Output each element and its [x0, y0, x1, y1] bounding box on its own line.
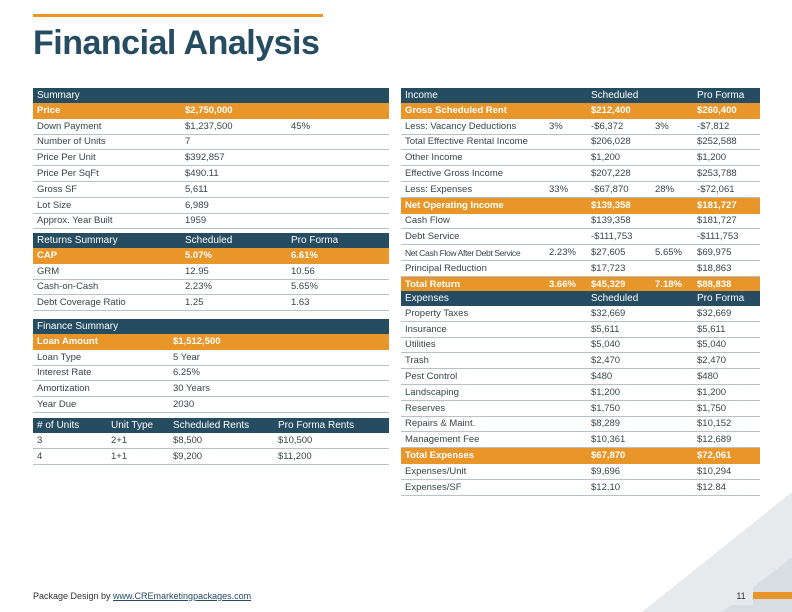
summary-row — [33, 166, 389, 182]
units-header-type: Unit Type — [107, 418, 169, 433]
expense-proforma: $32,669 — [693, 306, 760, 321]
income-label: Other Income — [401, 150, 545, 166]
expense-row — [401, 306, 760, 321]
income-proforma-percent — [651, 134, 693, 150]
footer-prefix: Package Design by — [33, 591, 114, 601]
summary-row — [33, 134, 389, 150]
income-row — [401, 103, 760, 118]
summary-row — [33, 181, 389, 197]
income-row — [401, 276, 760, 292]
income-scheduled: $139,358 — [587, 213, 651, 229]
expense-scheduled: $67,870 — [587, 448, 693, 464]
expense-label: Repairs & Maint. — [401, 416, 587, 432]
summary-percent — [287, 197, 389, 213]
income-scheduled-percent — [545, 213, 587, 229]
summary-percent — [287, 166, 389, 182]
income-proforma: $260,400 — [693, 103, 760, 118]
income-label: Net Operating Income — [401, 197, 545, 213]
finance-value: 5 Year — [169, 349, 389, 365]
unit-row — [33, 448, 389, 464]
income-proforma: $181,727 — [693, 213, 760, 229]
units-header-count: # of Units — [33, 418, 107, 433]
units-header-scheduled: Scheduled Rents — [169, 418, 274, 433]
finance-label: Amortization — [33, 381, 169, 397]
income-scheduled-percent: 3% — [545, 118, 587, 134]
summary-percent: 45% — [287, 118, 389, 134]
income-proforma-percent — [651, 166, 693, 182]
income-proforma-percent — [651, 260, 693, 276]
expense-label: Expenses/Unit — [401, 463, 587, 479]
summary-row — [33, 213, 389, 229]
expense-label: Property Taxes — [401, 306, 587, 321]
summary-value: 6,989 — [181, 197, 287, 213]
income-scheduled-percent: 2.23% — [545, 245, 587, 261]
expenses-header-row — [401, 291, 760, 306]
finance-label: Loan Amount — [33, 334, 169, 349]
page-number-accent — [753, 592, 792, 599]
expense-scheduled: $8,289 — [587, 416, 693, 432]
finance-row — [33, 397, 389, 413]
income-label: Total Return — [401, 276, 545, 292]
finance-label: Year Due — [33, 397, 169, 413]
unit-scheduled-rent: $8,500 — [169, 433, 274, 448]
returns-proforma: 10.56 — [287, 263, 389, 279]
income-label: Total Effective Rental Income — [401, 134, 545, 150]
income-scheduled-percent — [545, 103, 587, 118]
summary-label: Number of Units — [33, 134, 181, 150]
income-label: Principal Reduction — [401, 260, 545, 276]
summary-row — [33, 118, 389, 134]
summary-row — [33, 150, 389, 166]
finance-row — [33, 381, 389, 397]
summary-label: Down Payment — [33, 118, 181, 134]
income-proforma-percent: 3% — [651, 118, 693, 134]
income-row — [401, 245, 760, 261]
expense-scheduled: $5,040 — [587, 337, 693, 353]
income-proforma: $1,200 — [693, 150, 760, 166]
income-row — [401, 260, 760, 276]
income-proforma: -$111,753 — [693, 229, 760, 245]
unit-mix-table — [33, 418, 389, 465]
summary-label: Price — [33, 103, 181, 118]
income-scheduled-percent — [545, 166, 587, 182]
footer-link[interactable]: www.CREmarketingpackages.com — [113, 591, 252, 601]
income-proforma-percent — [651, 229, 693, 245]
units-header-proforma: Pro Forma Rents — [274, 418, 389, 433]
income-row — [401, 166, 760, 182]
income-scheduled: $207,228 — [587, 166, 651, 182]
expense-label: Insurance — [401, 321, 587, 337]
expense-proforma: $1,200 — [693, 384, 760, 400]
returns-label: Cash-on-Cash — [33, 279, 181, 295]
income-label: Effective Gross Income — [401, 166, 545, 182]
income-row — [401, 181, 760, 197]
finance-row — [33, 334, 389, 349]
summary-label: Price Per Unit — [33, 150, 181, 166]
income-label: Cash Flow — [401, 213, 545, 229]
expense-row — [401, 448, 760, 464]
summary-row — [33, 103, 389, 118]
summary-value: 7 — [181, 134, 287, 150]
income-scheduled-percent — [545, 197, 587, 213]
expense-scheduled: $9,696 — [587, 463, 693, 479]
expense-label: Reserves — [401, 400, 587, 416]
income-proforma-percent: 28% — [651, 181, 693, 197]
finance-summary-table — [33, 319, 389, 413]
title-accent-bar — [33, 14, 323, 17]
finance-label: Loan Type — [33, 349, 169, 365]
expense-proforma: $72,061 — [693, 448, 760, 464]
finance-value: 30 Years — [169, 381, 389, 397]
expense-row — [401, 463, 760, 479]
page-number: 11 — [729, 587, 753, 605]
income-scheduled: -$6,372 — [587, 118, 651, 134]
income-scheduled-percent: 33% — [545, 181, 587, 197]
income-scheduled: $45,329 — [587, 276, 651, 292]
summary-percent — [287, 150, 389, 166]
unit-type: 1+1 — [107, 448, 169, 464]
income-header-label: Income — [401, 88, 587, 103]
returns-header-label: Returns Summary — [33, 233, 181, 248]
expense-label: Total Expenses — [401, 448, 587, 464]
expense-proforma: $480 — [693, 369, 760, 385]
summary-percent — [287, 213, 389, 229]
returns-proforma: 6.61% — [287, 248, 389, 263]
income-scheduled: $17,723 — [587, 260, 651, 276]
expense-scheduled: $2,470 — [587, 353, 693, 369]
returns-header-proforma: Pro Forma — [287, 233, 389, 248]
returns-row — [33, 279, 389, 295]
income-proforma-percent — [651, 213, 693, 229]
income-scheduled: $139,358 — [587, 197, 651, 213]
summary-value: 1959 — [181, 213, 287, 229]
expense-scheduled: $10,361 — [587, 432, 693, 448]
expense-row — [401, 384, 760, 400]
expense-label: Pest Control — [401, 369, 587, 385]
expense-proforma: $12.84 — [693, 479, 760, 495]
expense-row — [401, 321, 760, 337]
summary-value: $2,750,000 — [181, 103, 287, 118]
expense-row — [401, 369, 760, 385]
expenses-header-proforma: Pro Forma — [693, 291, 760, 306]
summary-header: Summary — [33, 88, 389, 103]
unit-proforma-rent: $11,200 — [274, 448, 389, 464]
summary-table — [33, 88, 389, 229]
unit-type: 2+1 — [107, 433, 169, 448]
expense-row — [401, 416, 760, 432]
finance-value: 2030 — [169, 397, 389, 413]
income-row — [401, 150, 760, 166]
income-proforma: $253,788 — [693, 166, 760, 182]
unit-proforma-rent: $10,500 — [274, 433, 389, 448]
page-title: Financial Analysis — [33, 24, 320, 62]
finance-header-row — [33, 319, 389, 334]
summary-percent — [287, 134, 389, 150]
income-scheduled: $212,400 — [587, 103, 651, 118]
income-proforma: -$72,061 — [693, 181, 760, 197]
returns-header-row — [33, 233, 389, 248]
income-scheduled-percent — [545, 260, 587, 276]
income-proforma-percent — [651, 103, 693, 118]
summary-label: Price Per SqFt — [33, 166, 181, 182]
expenses-header-label: Expenses — [401, 291, 587, 306]
income-proforma-percent — [651, 150, 693, 166]
income-scheduled-percent — [545, 229, 587, 245]
finance-row — [33, 349, 389, 365]
returns-label: Debt Coverage Ratio — [33, 295, 181, 311]
expense-row — [401, 400, 760, 416]
expense-label: Management Fee — [401, 432, 587, 448]
returns-header-scheduled: Scheduled — [181, 233, 287, 248]
income-proforma: $18,863 — [693, 260, 760, 276]
finance-value: $1,512,500 — [169, 334, 389, 349]
income-proforma: $252,588 — [693, 134, 760, 150]
income-label: Debt Service — [401, 229, 545, 245]
returns-proforma: 5.65% — [287, 279, 389, 295]
income-scheduled: $1,200 — [587, 150, 651, 166]
returns-row — [33, 295, 389, 311]
income-table — [401, 88, 760, 293]
unit-count: 3 — [33, 433, 107, 448]
returns-row — [33, 263, 389, 279]
income-scheduled-percent — [545, 150, 587, 166]
income-proforma: $88,838 — [693, 276, 760, 292]
expense-scheduled: $32,669 — [587, 306, 693, 321]
finance-header: Finance Summary — [33, 319, 389, 334]
expense-label: Utilities — [401, 337, 587, 353]
income-row — [401, 213, 760, 229]
expense-scheduled: $12.10 — [587, 479, 693, 495]
income-label: Net Cash Flow After Debt Service — [401, 245, 545, 261]
expense-proforma: $2,470 — [693, 353, 760, 369]
income-label: Gross Scheduled Rent — [401, 103, 545, 118]
income-row — [401, 118, 760, 134]
summary-label: Approx. Year Built — [33, 213, 181, 229]
units-header-row — [33, 418, 389, 433]
expense-row — [401, 353, 760, 369]
summary-header-row — [33, 88, 389, 103]
income-row — [401, 229, 760, 245]
summary-row — [33, 197, 389, 213]
income-proforma-percent: 5.65% — [651, 245, 693, 261]
expense-scheduled: $480 — [587, 369, 693, 385]
returns-scheduled: 12.95 — [181, 263, 287, 279]
returns-scheduled: 1.25 — [181, 295, 287, 311]
expense-label: Trash — [401, 353, 587, 369]
income-scheduled: $206,028 — [587, 134, 651, 150]
income-row — [401, 197, 760, 213]
income-proforma: $69,975 — [693, 245, 760, 261]
expense-proforma: $1,750 — [693, 400, 760, 416]
expense-proforma: $12,689 — [693, 432, 760, 448]
income-proforma-percent: 7.18% — [651, 276, 693, 292]
income-proforma: -$7,812 — [693, 118, 760, 134]
returns-label: GRM — [33, 263, 181, 279]
expense-scheduled: $1,750 — [587, 400, 693, 416]
summary-value: 5,611 — [181, 181, 287, 197]
income-header-proforma: Pro Forma — [693, 88, 760, 103]
expense-proforma: $5,611 — [693, 321, 760, 337]
expense-row — [401, 479, 760, 495]
income-proforma: $181,727 — [693, 197, 760, 213]
income-label: Less: Vacancy Deductions — [401, 118, 545, 134]
expense-scheduled: $1,200 — [587, 384, 693, 400]
expenses-header-scheduled: Scheduled — [587, 291, 693, 306]
income-scheduled-percent — [545, 134, 587, 150]
expense-label: Landscaping — [401, 384, 587, 400]
summary-percent — [287, 181, 389, 197]
income-header-row — [401, 88, 760, 103]
finance-value: 6.25% — [169, 365, 389, 381]
unit-count: 4 — [33, 448, 107, 464]
summary-value: $1,237,500 — [181, 118, 287, 134]
finance-row — [33, 365, 389, 381]
income-scheduled: -$67,870 — [587, 181, 651, 197]
expenses-table — [401, 291, 760, 496]
summary-percent — [287, 103, 389, 118]
returns-row — [33, 248, 389, 263]
returns-summary-table — [33, 233, 389, 311]
income-scheduled: -$111,753 — [587, 229, 651, 245]
returns-proforma: 1.63 — [287, 295, 389, 311]
summary-label: Gross SF — [33, 181, 181, 197]
income-scheduled: $27,605 — [587, 245, 651, 261]
expense-label: Expenses/SF — [401, 479, 587, 495]
returns-scheduled: 5.07% — [181, 248, 287, 263]
footer-credit — [33, 591, 251, 601]
income-label: Less: Expenses — [401, 181, 545, 197]
expense-proforma: $5,040 — [693, 337, 760, 353]
expense-scheduled: $5,611 — [587, 321, 693, 337]
unit-scheduled-rent: $9,200 — [169, 448, 274, 464]
income-proforma-percent — [651, 197, 693, 213]
summary-value: $392,857 — [181, 150, 287, 166]
unit-row — [33, 433, 389, 448]
summary-value: $490.11 — [181, 166, 287, 182]
expense-proforma: $10,152 — [693, 416, 760, 432]
income-scheduled-percent: 3.66% — [545, 276, 587, 292]
income-header-scheduled: Scheduled — [587, 88, 693, 103]
expense-row — [401, 432, 760, 448]
finance-label: Interest Rate — [33, 365, 169, 381]
returns-scheduled: 2.23% — [181, 279, 287, 295]
summary-label: Lot Size — [33, 197, 181, 213]
income-row — [401, 134, 760, 150]
returns-label: CAP — [33, 248, 181, 263]
expense-row — [401, 337, 760, 353]
expense-proforma: $10,294 — [693, 463, 760, 479]
